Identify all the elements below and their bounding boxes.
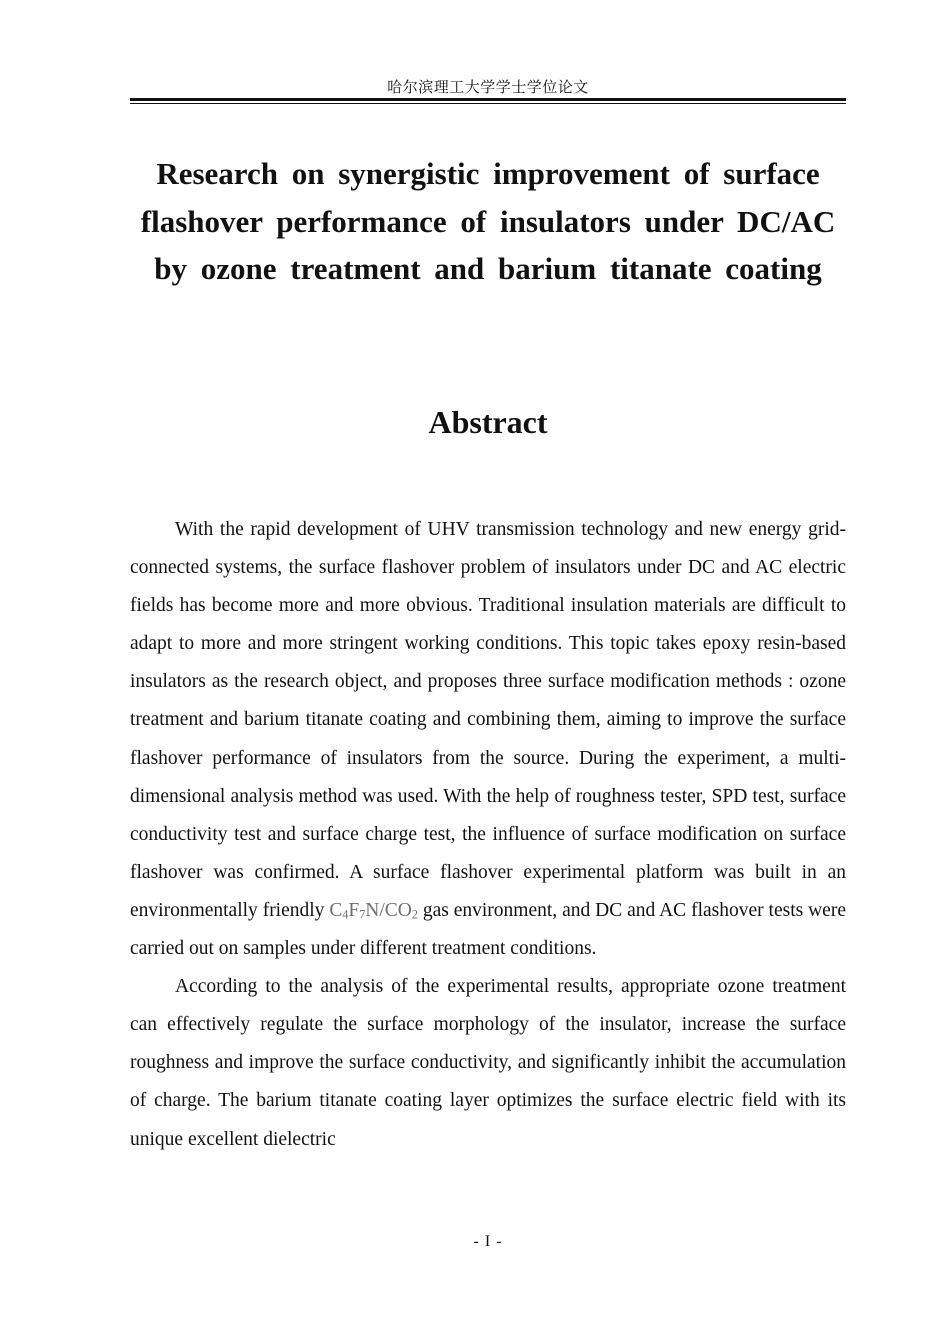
formula-rest: N/CO [365, 899, 412, 921]
formula-o-subscript: 2 [411, 907, 418, 922]
header-rule-thick [130, 98, 846, 101]
abstract-body [130, 511, 846, 1159]
abstract-heading: Abstract [428, 404, 548, 440]
thesis-title: Research on synergistic improvement of surface flashover performance of insulators under DC/AC by ozone treatment and barium titanate coating [140, 156, 836, 286]
paragraph-1-text-before-formula: With the rapid development of UHV transmission technology and new energy grid-connected systems, the surface flashover problem of insulators under DC and AC electric fields has become more and more obvious. Traditional insulation materials are difficult to adapt to more and more stringent working conditions. This topic takes epoxy resin-based insulators as the research object, and proposes three surface modification methods : ozone treatment and barium titanate coating and combining them, aiming to improve the surface flashover performance of insulators from the source. During the experiment, a multi-dimensional analysis method was used. With the help of roughness tester, SPD test, surface conductivity test and surface charge test, the influence of surface modification on surface flashover was confirmed. A surface flashover experimental platform was built in an environmentally friendly [130, 519, 846, 921]
paragraph-1-text-after-formula: gas environment, and DC and AC flashover tests were carried out on samples under different treatment conditions. [130, 899, 846, 960]
page-number: - I - [473, 1233, 503, 1250]
header-rule-thin [130, 103, 846, 104]
formula-c: C [329, 899, 343, 921]
formula-f: F [348, 899, 360, 921]
running-header: 哈尔滨理工大学学士学位论文 [387, 80, 589, 96]
abstract-paragraph-2: According to the analysis of the experimental results, appropriate ozone treatment can effectively regulate the surface morphology of the insulator, increase the surface roughness and improve the surface conductivity, and significantly inhibit the accumulation of charge. The barium titanate coating layer optimizes the surface electric field with its unique excellent dielectric [130, 976, 846, 1150]
formula-c-subscript: 4 [342, 907, 349, 922]
abstract-paragraph-1 [130, 511, 846, 968]
formula-f-subscript: 7 [359, 907, 366, 922]
gas-mixture-formula [329, 900, 418, 921]
